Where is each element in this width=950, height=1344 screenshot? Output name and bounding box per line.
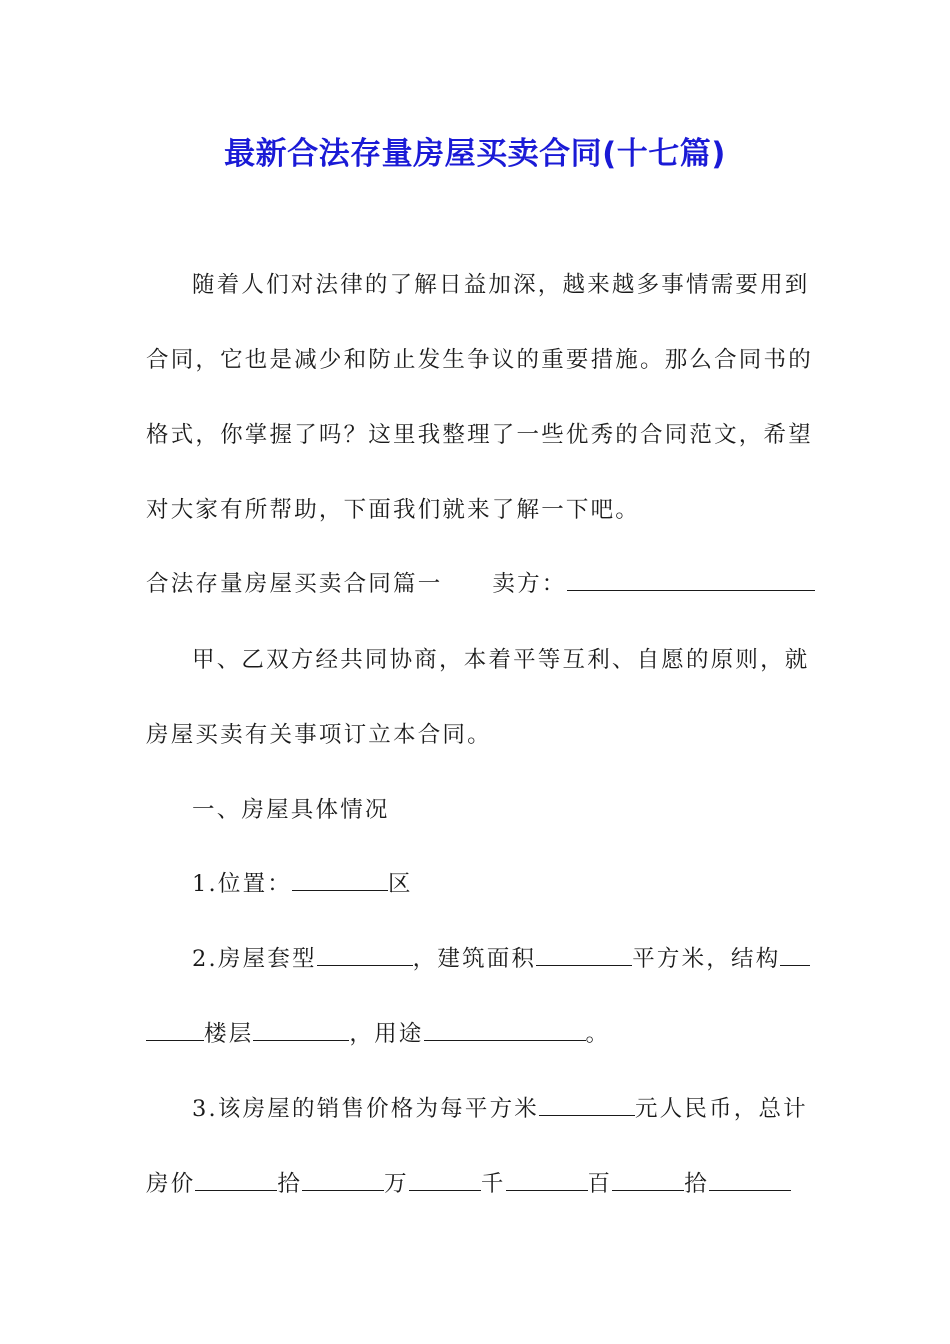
unit-bai: 百 [587,1171,613,1197]
item3-total-label: 元人民币，总计 [634,1096,808,1122]
item2-area-label: ，建筑面积 [412,946,537,972]
section-heading: 合法存量房屋买卖合同篇一 [146,571,443,597]
total-blank-4 [506,1168,588,1191]
item3-price-label: 3.该房屋的销售价格为每平方米 [192,1096,539,1122]
intro-line-1: 随着人们对法律的了解日益加深，越来越多事情需要用到 [192,272,810,298]
item2-type-label: 2.房屋套型 [192,946,317,972]
unit-price-blank [539,1093,635,1116]
seller-label: 卖方： [492,571,567,597]
unit-qian: 千 [480,1171,506,1197]
area-blank [536,943,632,966]
total-blank-6 [709,1168,791,1191]
floor-blank [253,1018,349,1041]
heading-house-details: 一、房屋具体情况 [192,797,390,823]
total-blank-2 [302,1168,384,1191]
total-blank-3 [409,1168,481,1191]
unit-shi-1: 拾 [277,1171,303,1197]
item3-line-1 [192,1093,852,1124]
item3-total-price-label: 房价 [146,1171,196,1197]
document-title: 最新合法存量房屋买卖合同(十七篇) [224,136,726,172]
structure-blank-2 [146,1018,204,1041]
item2-use-label: ，用途 [349,1021,424,1047]
para1-line-2: 房屋买卖有关事项订立本合同。 [146,722,492,748]
item2-floor-label: 楼层 [204,1021,254,1047]
total-blank-5 [612,1168,684,1191]
use-blank [424,1018,586,1041]
seller-blank [567,568,815,591]
total-blank-1 [195,1168,277,1191]
location-blank [292,868,388,891]
type-blank [317,943,413,966]
item2-structure-label: 平方米，结构 [632,946,781,972]
intro-line-4: 对大家有所帮助，下面我们就来了解一下吧。 [146,497,641,523]
unit-wan: 万 [384,1171,409,1197]
para1-line-1: 甲、乙双方经共同协商，本着平等互利、自愿的原则，就 [192,647,810,673]
item1-prefix: 1.位置： [192,871,292,897]
intro-line-2: 合同，它也是减少和防止发生争议的重要措施。那么合同书的 [146,347,813,373]
item1-location [192,868,852,899]
structure-blank-1 [780,943,810,966]
item2-end: 。 [585,1021,611,1047]
item2-line-2 [146,1018,806,1049]
unit-shi-2: 拾 [684,1171,709,1197]
intro-line-3: 格式，你掌握了吗？这里我整理了一些优秀的合同范文，希望 [146,422,813,448]
section-heading-line [146,568,806,599]
item3-line-2 [146,1168,806,1199]
item2-line-1 [192,943,852,974]
item1-suffix: 区 [387,871,413,897]
